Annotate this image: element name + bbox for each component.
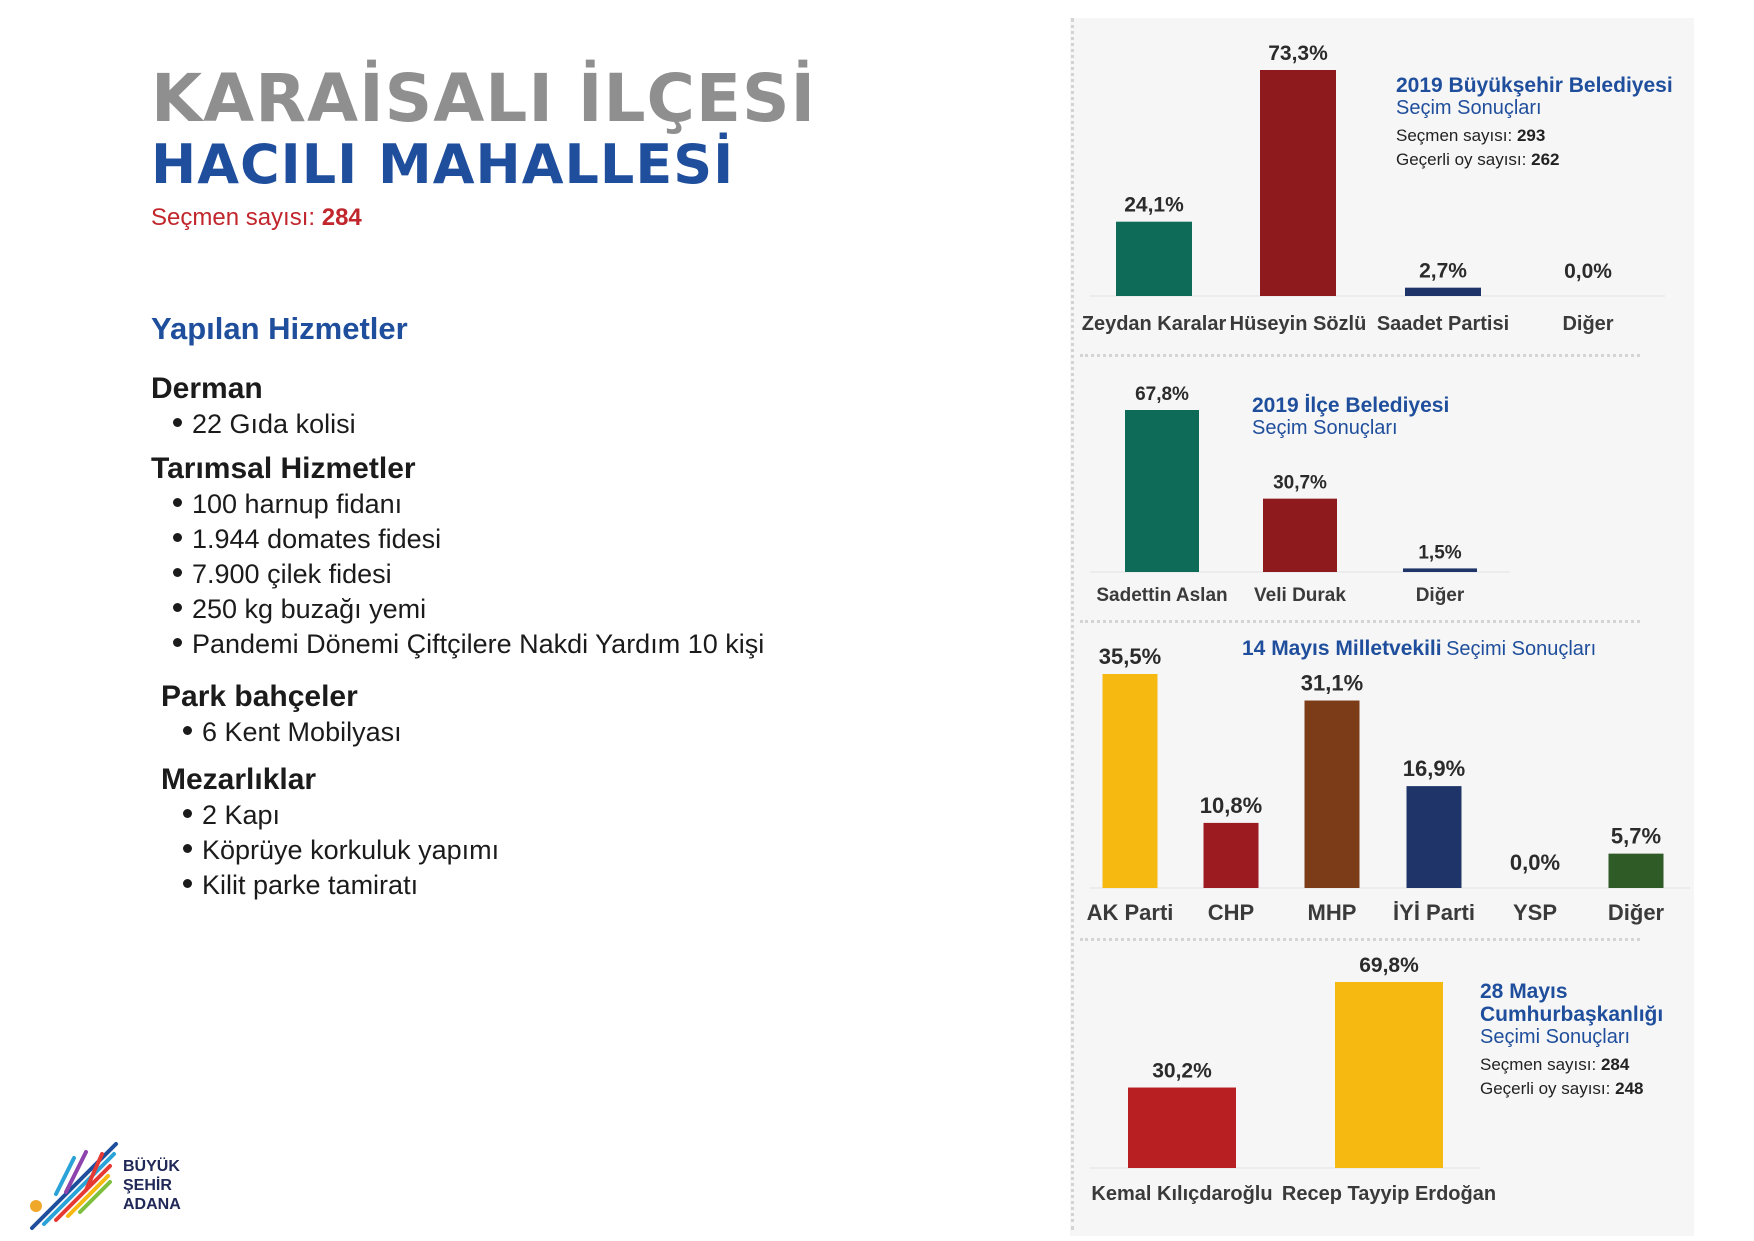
list-item: 22 Gıda kolisi (173, 407, 356, 442)
bar-value-label: 31,1% (1300, 670, 1364, 696)
bar (1128, 1088, 1236, 1168)
bar (1609, 854, 1664, 888)
legend-stat: Seçmen sayısı: 284 (1480, 1055, 1630, 1074)
category-label: CHP (1207, 900, 1255, 925)
legend-milletvekili (1242, 637, 1596, 661)
bar (1260, 70, 1336, 296)
category-label: Kemal Kılıçdaroğlu (1091, 1183, 1273, 1205)
bar (1335, 982, 1443, 1168)
category-label: Recep Tayyip Erdoğan (1281, 1183, 1497, 1205)
legend-stat: Seçmen sayısı: 293 (1396, 126, 1546, 145)
list-item: 6 Kent Mobilyası (183, 715, 402, 750)
list-item: 250 kg buzağı yemi (173, 592, 764, 627)
category-label: YSP (1512, 900, 1558, 925)
bar-value-label: 2,7% (1419, 259, 1467, 283)
category-label: AK Parti (1086, 900, 1174, 925)
neighborhood-title: HACILI MAHALLESİ (151, 133, 735, 196)
category-derman: Derman (151, 372, 263, 405)
district-title: KARAİSALI İLÇESİ (151, 60, 817, 137)
bar-value-label: 69,8% (1359, 954, 1419, 977)
bar-value-label: 73,3% (1268, 42, 1328, 65)
legend-2019-ilce (1252, 394, 1449, 440)
legend-subtitle: Seçim Sonuçları (1396, 97, 1542, 119)
category-tarimsal: Tarımsal Hizmetler (151, 452, 416, 485)
category-label: MHP (1307, 900, 1357, 925)
list-item: 7.900 çilek fidesi (173, 557, 764, 592)
bar-value-label: 30,7% (1273, 472, 1327, 494)
legend-stat: Geçerli oy sayısı: 262 (1396, 150, 1560, 169)
legend-stat: Geçerli oy sayısı: 248 (1480, 1079, 1644, 1098)
list-item: 2 Kapı (183, 798, 499, 833)
legend-subtitle: Seçimi Sonuçları (1446, 638, 1597, 660)
category-label: Sadettin Aslan (1096, 585, 1228, 606)
category-label: Hüseyin Sözlü (1229, 313, 1367, 335)
services-title: Yapılan Hizmetler (151, 311, 408, 346)
bar-value-label: 30,2% (1152, 1059, 1212, 1083)
list-item: Pandemi Dönemi Çiftçilere Nakdi Yardım 10 kişi (173, 627, 764, 662)
list-item: Köprüye korkuluk yapımı (183, 833, 499, 868)
legend-title: 28 Mayıs (1480, 980, 1568, 1003)
bar-value-label: 0,0% (1509, 850, 1561, 875)
legend-2019-buyuksehir (1396, 74, 1673, 172)
category-label: Zeydan Karalar (1081, 313, 1227, 335)
category-label: Saadet Partisi (1376, 313, 1510, 335)
category-label: Diğer (1607, 900, 1665, 925)
logo-text: BÜYÜK ŞEHİR ADANA (123, 1158, 181, 1213)
legend-title: 14 Mayıs Milletvekili (1242, 637, 1442, 660)
list-item: 1.944 domates fidesi (173, 522, 764, 557)
category-park: Park bahçeler (161, 680, 358, 713)
bar (1116, 222, 1192, 296)
voter-count-label: Seçmen sayısı: (151, 204, 316, 231)
bar (1125, 410, 1199, 572)
bar (1204, 823, 1259, 888)
legend-subtitle: Seçim Sonuçları (1252, 417, 1398, 439)
list-item: 100 harnup fidanı (173, 487, 764, 522)
bar-value-label: 16,9% (1402, 756, 1466, 782)
bar-value-label: 0,0% (1564, 260, 1612, 283)
voter-count-value: 284 (321, 204, 362, 231)
bar-value-label: 35,5% (1098, 644, 1162, 669)
list-item: Kilit parke tamiratı (183, 868, 499, 903)
legend-title: Cumhurbaşkanlığı (1480, 1003, 1664, 1026)
bar-value-label: 10,8% (1199, 792, 1263, 818)
category-label: Diğer (1415, 585, 1465, 606)
legend-title: 2019 İlçe Belediyesi (1252, 394, 1450, 417)
bar-value-label: 67,8% (1135, 384, 1189, 405)
bar-value-label: 5,7% (1610, 823, 1662, 849)
category-mezarlik: Mezarlıklar (161, 763, 317, 796)
category-label: İYİ Parti (1393, 900, 1475, 925)
legend-cumhurbaskanligi (1480, 980, 1663, 1101)
bar (1403, 568, 1477, 572)
legend-subtitle: Seçimi Sonuçları (1480, 1026, 1631, 1048)
bar (1103, 674, 1158, 888)
bar (1305, 701, 1360, 888)
bar (1405, 288, 1481, 296)
category-label: Diğer (1562, 313, 1614, 335)
bar (1263, 499, 1337, 572)
bar (1407, 786, 1462, 888)
bar-value-label: 24,1% (1124, 193, 1184, 217)
bar-value-label: 1,5% (1418, 542, 1462, 564)
category-label: Veli Durak (1254, 585, 1346, 606)
legend-title: 2019 Büyükşehir Belediyesi (1396, 74, 1673, 97)
